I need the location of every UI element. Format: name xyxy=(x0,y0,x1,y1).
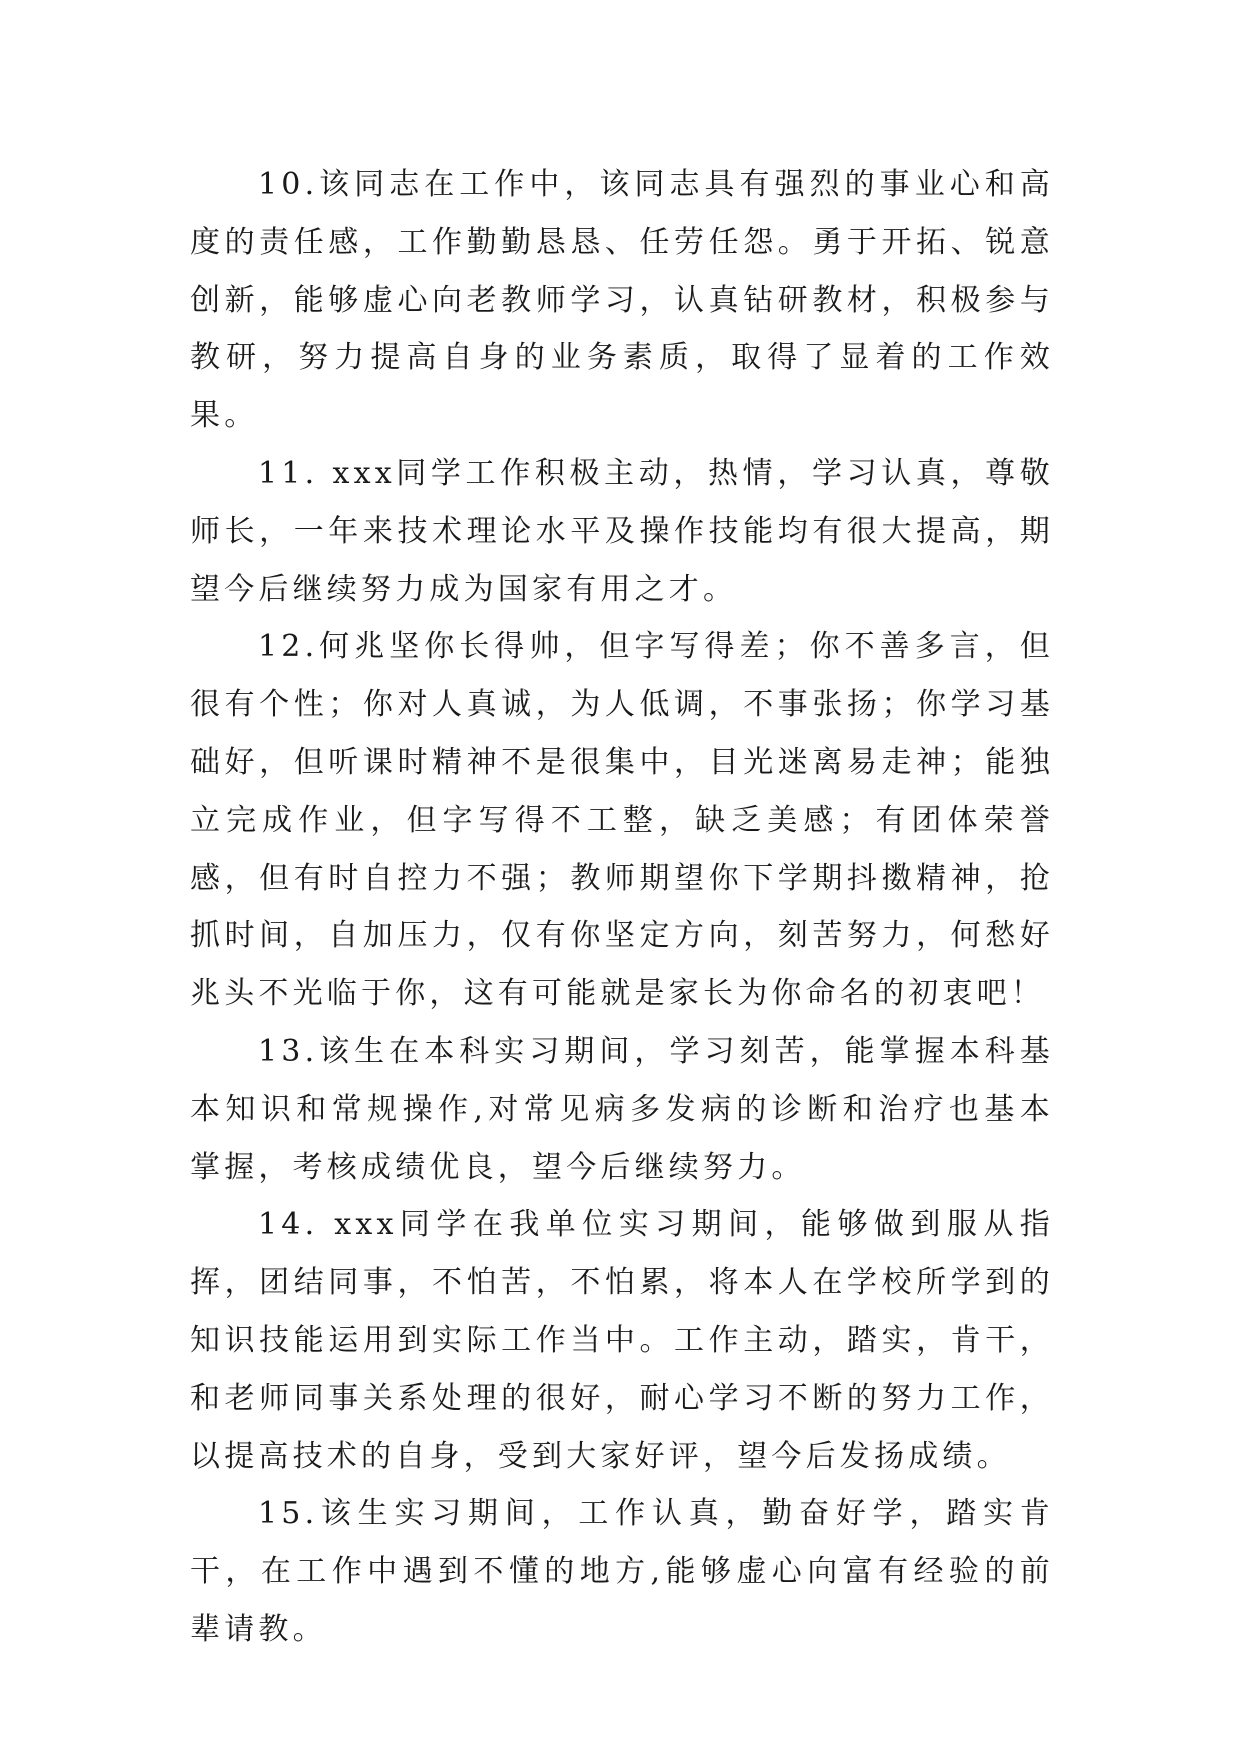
paragraph-15: 15.该生实习期间，工作认真，勤奋好学，踏实肯干，在工作中遇到不懂的地方,能够虚心向富有经验的前辈请教。 xyxy=(190,1496,1054,1647)
document-body xyxy=(190,156,1054,1659)
paragraph-10: 10.该同志在工作中，该同志具有强烈的事业心和高度的责任感，工作勤勤恳恳、任劳任怨。勇于开拓、锐意创新，能够虚心向老教师学习，认真钻研教材，积极参与教研，努力提高自身的业务素质，取得了显着的工作效果。 xyxy=(190,167,1054,434)
paragraph-12: 12.何兆坚你长得帅，但字写得差；你不善多言，但很有个性；你对人真诚，为人低调，不事张扬；你学习基础好，但听课时精神不是很集中，目光迷离易走神；能独立完成作业，但字写得不工整，缺乏美感；有团体荣誉感，但有时自控力不强；教师期望你下学期抖擞精神，抢抓时间，自加压力，仅有你坚定方向，刻苦努力，何愁好兆头不光临于你，这有可能就是家长为你命名的初衷吧！ xyxy=(190,629,1054,1012)
paragraph-11: 11. xxx同学工作积极主动，热情，学习认真，尊敬师长，一年来技术理论水平及操作技能均有很大提高，期望今后继续努力成为国家有用之才。 xyxy=(190,455,1054,607)
paragraph-13: 13.该生在本科实习期间，学习刻苦，能掌握本科基本知识和常规操作,对常见病多发病的诊断和治疗也基本掌握，考核成绩优良，望今后继续努力。 xyxy=(190,1033,1054,1185)
paragraph-14: 14. xxx同学在我单位实习期间，能够做到服从指挥，团结同事，不怕苦，不怕累，将本人在学校所学到的知识技能运用到实际工作当中。工作主动，踏实，肯干，和老师同事关系处理的很好，耐心学习不断的努力工作，以提高技术的自身，受到大家好评，望今后发扬成绩。 xyxy=(190,1207,1054,1474)
